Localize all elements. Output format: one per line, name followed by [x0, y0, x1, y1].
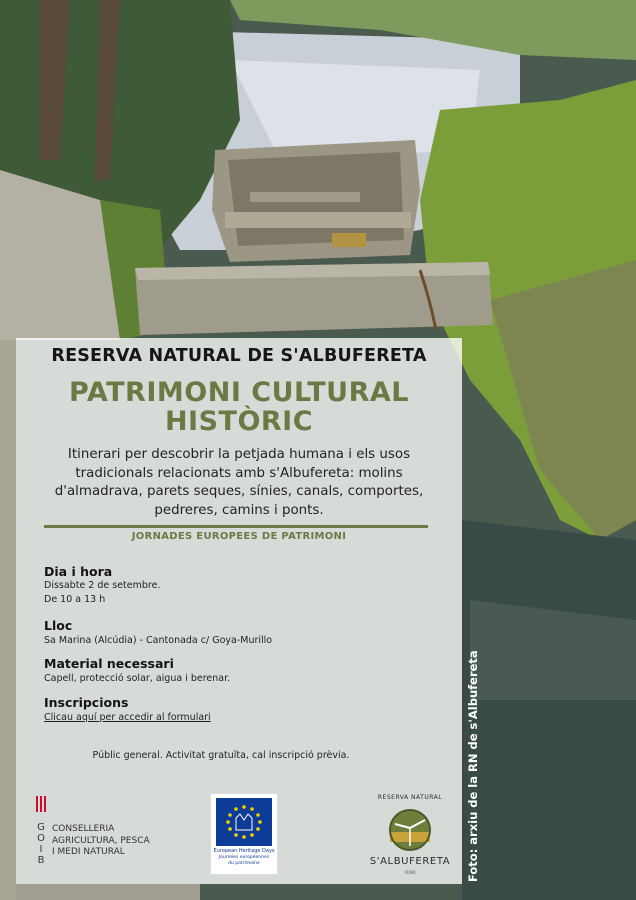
- reserve-title: RESERVA NATURAL DE S'ALBUFERETA: [51, 346, 427, 366]
- event-description: Itinerari per descobrir la petjada humana i els usos tradicionals relacionats amb s'Albufereta: molins d'almadrava, parets seques, sínies, canals, comportes, pedreres, camins i ponts.: [54, 447, 424, 518]
- rn-sub: XDNR: [404, 870, 416, 875]
- eu-label-fr: Journées européennes du patrimoine: [218, 855, 270, 866]
- registration-heading: Inscripcions: [44, 695, 129, 710]
- info-panel: [16, 338, 462, 884]
- date-heading: Dia i hora: [44, 564, 113, 579]
- date-line-1: Dissabte 2 de setembre.: [44, 580, 161, 591]
- event-headline: PATRIMONI CULTURAL HISTÒRIC: [69, 377, 409, 437]
- bird-emblem-icon: [389, 804, 431, 852]
- rn-arc-text: RESERVA NATURAL: [377, 794, 443, 801]
- eu-flag-icon: [216, 798, 272, 846]
- divider: [44, 525, 428, 528]
- rn-name: S'ALBUFERETA: [369, 856, 451, 867]
- registration-link[interactable]: Clicau aquí per accedir al formulari: [44, 712, 211, 723]
- goib-logo: [36, 796, 166, 876]
- place-text: Sa Marina (Alcúdia) - Cantonada c/ Goya-Murillo: [44, 635, 273, 646]
- date-line-2: De 10 a 13 h: [44, 594, 106, 605]
- reserva-natural-logo: [360, 794, 460, 878]
- eu-label: European Heritage Days: [213, 848, 275, 854]
- material-heading: Material necessari: [44, 656, 174, 671]
- european-heritage-days-logo: [211, 794, 277, 874]
- place-heading: Lloc: [44, 618, 73, 633]
- material-text: Capell, protecció solar, aigua i berenar.: [44, 673, 231, 684]
- goib-department: CONSELLERIA AGRICULTURA, PESCA I MEDI NATURAL: [52, 824, 150, 857]
- photo-credit: Foto: arxiu de la RN de s'Albufereta: [466, 650, 480, 882]
- audience-note: Públic general. Activitat gratuïta, cal inscripció prèvia.: [92, 750, 350, 761]
- goib-flag-icon: [36, 796, 46, 812]
- goib-letters: G O I B: [37, 822, 45, 866]
- event-subheading: JORNADES EUROPEES DE PATRIMONI: [131, 531, 347, 542]
